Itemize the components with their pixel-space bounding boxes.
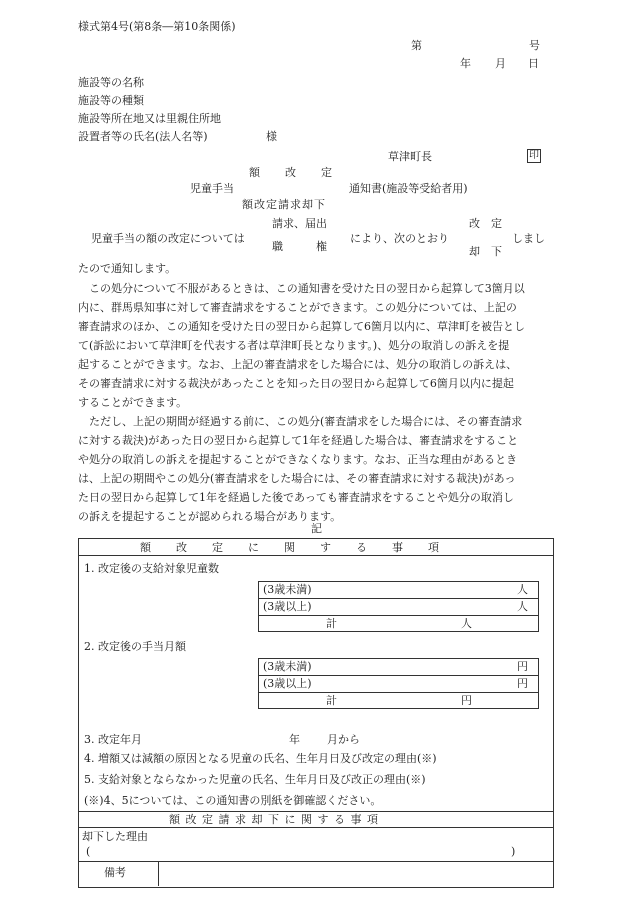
document-number-prefix: 第 — [411, 39, 422, 52]
appeal-notice-paragraph-1 — [78, 279, 558, 412]
header-divider — [78, 555, 553, 556]
footnote-note: (※)4、5については、この通知書の別紙を御確認ください。 — [84, 794, 382, 807]
facility-location-label: 施設等所在地又は里親住所地 — [78, 112, 221, 125]
remarks-label: 備考 — [104, 866, 126, 879]
founder-name-label: 設置者等の氏名(法人名等) — [78, 130, 208, 143]
notice-line: 審査請求のほか、この通知を受けた日の翌日から起算して6箇月以内に、草津町を被告とし — [78, 320, 525, 333]
item2-over3-unit: 円 — [517, 677, 528, 690]
item2-under3-label: (3歳未満) — [263, 660, 312, 673]
date-year-label: 年 — [460, 57, 471, 70]
notice-line: することができます。 — [78, 396, 188, 409]
date-month-label: 月 — [495, 57, 506, 70]
item2-label: 2. 改定後の手当月額 — [84, 640, 186, 653]
appeal-notice-paragraph-2 — [78, 412, 558, 526]
item1-total-unit: 人 — [461, 617, 472, 630]
item3-label: 3. 改定年月 — [84, 733, 142, 746]
revision-section-header: 額 改 定 に 関 す る 事 項 — [140, 541, 440, 554]
item1-total-label: 計 — [326, 617, 337, 630]
notice-line: 起することができます。なお、上記の審査請求をした場合には、処分の取消しの訴えは、 — [78, 358, 518, 371]
item2-total-unit: 円 — [461, 694, 472, 707]
item1-under3-label: (3歳未満) — [263, 583, 312, 596]
item1-over3-unit: 人 — [517, 600, 528, 613]
notice-line: は、上記の期間やこの処分(審査請求をした場合には、その審査請求に対する裁決)があっ — [78, 472, 516, 485]
document-number-suffix: 号 — [529, 39, 540, 52]
facility-type-label: 施設等の種類 — [78, 94, 144, 107]
item2-under3-unit: 円 — [517, 660, 528, 673]
date-day-label: 日 — [528, 57, 539, 70]
notice-line: て(訴訟において草津町を代表する者は草津町長となります。)、処分の取消しの訴えを提 — [78, 339, 510, 352]
item2-over3-label: (3歳以上) — [263, 677, 312, 690]
intro-lead-text: 児童手当の額の改定については — [91, 232, 245, 245]
basis-choice-request: 請求、届出 — [272, 217, 327, 230]
facility-name-label: 施設等の名称 — [78, 76, 144, 89]
notice-line: に対する裁決)があった日の翌日から起算して1年を経過した場合は、審査請求をすること — [78, 434, 519, 447]
form-number: 様式第4号(第8条―第10条関係) — [78, 20, 236, 33]
rejection-section-header: 額 改 定 請 求 却 下 に 関 す る 事 項 — [169, 813, 379, 826]
ki-heading: 記 — [311, 522, 322, 535]
basis-choice-authority: 職 権 — [272, 240, 327, 253]
notice-line: 内に、群馬県知事に対して審査請求をすることができます。この処分については、上記の — [78, 301, 517, 314]
item1-label: 1. 改定後の支給対象児童数 — [84, 562, 219, 575]
title-choice-rejection: 額改定請求却下 — [242, 198, 326, 211]
remarks-divider — [78, 861, 553, 862]
notice-line: の訴えを提起することが認められる場合があります。 — [78, 510, 342, 523]
result-choice-reject: 却 下 — [469, 245, 502, 258]
notice-line: この処分について不服があるときは、この通知書を受けた日の翌日から起算して3箇月以 — [89, 282, 525, 295]
title-child-allowance: 児童手当 — [190, 182, 234, 195]
intro-continuation: たので通知します。 — [78, 262, 177, 275]
result-choice-revise: 改 定 — [469, 217, 502, 230]
honorific-sama: 様 — [266, 130, 277, 143]
seal-stamp-box: 印 — [529, 150, 539, 161]
item1-row-divider — [258, 615, 539, 616]
remarks-column-divider — [158, 861, 159, 886]
rejection-reason-open-paren: ( — [86, 845, 91, 858]
item2-row-divider — [258, 692, 539, 693]
item1-over3-label: (3歳以上) — [263, 600, 312, 613]
notice-line: や処分の取消しの訴えを提起することができなくなります。なお、正当な理由があるとき — [78, 453, 518, 466]
intro-middle-text: により、次のとおり — [350, 232, 449, 245]
item4-label: 4. 増額又は減額の原因となる児童の氏名、生年月日及び改定の理由(※) — [84, 752, 437, 765]
section-divider — [78, 811, 553, 812]
rejection-reason-label: 却下した理由 — [82, 830, 148, 843]
issuer-title: 草津町長 — [388, 150, 432, 163]
item3-month-from: 月から — [327, 733, 360, 746]
item2-total-label: 計 — [326, 694, 337, 707]
title-choice-revision: 額 改 定 — [249, 166, 333, 179]
item3-year-label: 年 — [289, 733, 300, 746]
intro-tail-text: しまし — [512, 232, 545, 245]
item1-under3-unit: 人 — [517, 583, 528, 596]
notice-line: た日の翌日から起算して1年を経過した後であっても審査請求をすることや処分の取消し — [78, 491, 514, 504]
title-notice-type: 通知書(施設等受給者用) — [349, 182, 468, 195]
rejection-header-divider — [78, 827, 553, 828]
notice-line: その審査請求に対する裁決があったことを知った日の翌日から起算して6箇月以内に提起 — [78, 377, 514, 390]
rejection-reason-close-paren: ) — [511, 845, 516, 858]
notice-line: ただし、上記の期間が経過する前に、この処分(審査請求をした場合には、その審査請求 — [89, 415, 523, 428]
item5-label: 5. 支給対象とならなかった児童の氏名、生年月日及び改正の理由(※) — [84, 773, 426, 786]
